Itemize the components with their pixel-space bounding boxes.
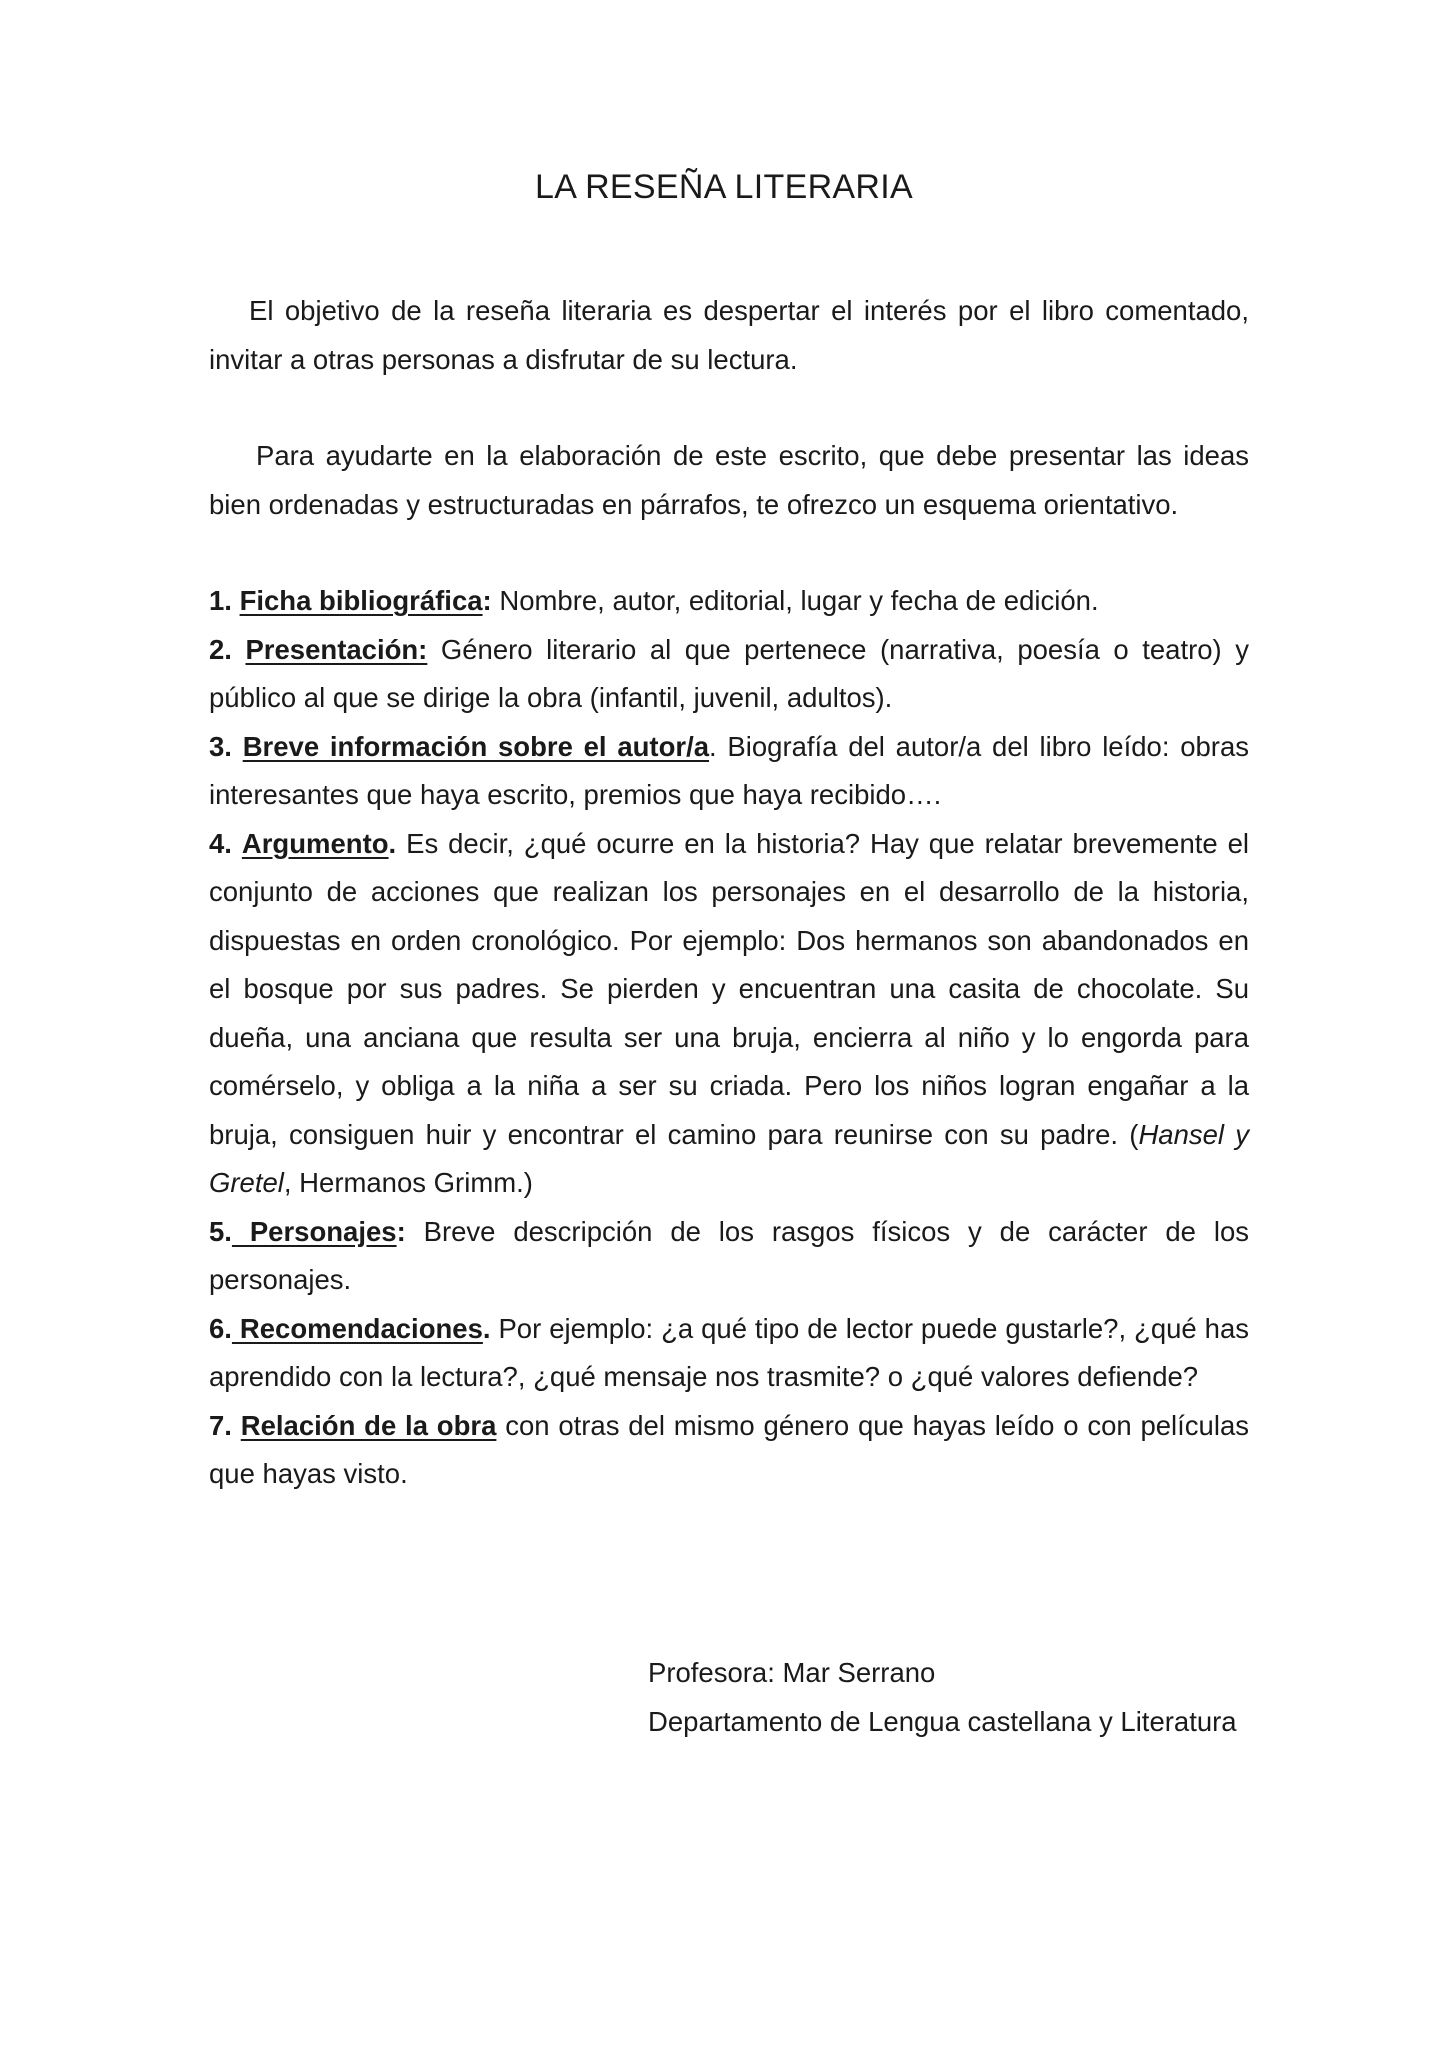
item-number: 1. xyxy=(209,585,232,616)
item-number: 7. xyxy=(209,1409,232,1441)
signature-department: Departamento de Lengua castellana y Literatura xyxy=(648,1705,1237,1737)
signature-block xyxy=(648,1649,1237,1746)
list-item xyxy=(209,1402,1249,1499)
item-number: 3. xyxy=(209,730,232,762)
item-punctuation: : xyxy=(396,1215,406,1247)
intro-paragraph-1: El objetivo de la reseña literaria es despertar el interés por el libro comentado, invitar a otras personas a disfrutar de su lectura. xyxy=(209,295,1249,375)
item-text: Por ejemplo: ¿a qué tipo de lector puede gustarle?, ¿qué has aprendido con la lectura?, ¿qué mensaje nos trasmite? o ¿qué valores defiende? xyxy=(209,1312,1249,1392)
item-number: 5. xyxy=(209,1215,232,1247)
signature-teacher: Profesora: Mar Serrano xyxy=(648,1657,936,1688)
item-term: Relación de la obra xyxy=(240,1409,497,1441)
list-item xyxy=(209,723,1249,820)
item-text: Breve descripción de los rasgos físicos y de carácter de los personajes. xyxy=(209,1215,1249,1295)
item-term: Argumento xyxy=(241,827,389,859)
list-item xyxy=(209,577,1249,626)
list-item xyxy=(209,626,1249,723)
item-punctuation: . xyxy=(482,1312,491,1344)
item-punctuation: : xyxy=(482,585,492,616)
item-italic-title: Hansel y Gretel xyxy=(209,1118,1249,1198)
item-punctuation: . xyxy=(388,827,397,859)
item-term: Presentación: xyxy=(245,633,428,665)
item-number: 2. xyxy=(209,633,232,665)
list-item xyxy=(209,1305,1249,1402)
item-term: Breve información sobre el autor/a xyxy=(242,730,710,762)
page-title: LA RESEÑA LITERARIA xyxy=(535,168,913,206)
item-text: . Biografía del autor/a del libro leído: obras interesantes que haya escrito, premios que haya recibido…. xyxy=(209,730,1250,810)
intro-paragraph-2: Para ayudarte en la elaboración de este escrito, que debe presentar las ideas bien ordenadas y estructuradas en párrafos, te ofrezco un esquema orientativo. xyxy=(209,440,1249,520)
item-text: con otras del mismo género que hayas leído o con películas que hayas visto. xyxy=(209,1409,1250,1489)
outline-list xyxy=(209,577,1249,1499)
list-item xyxy=(209,820,1249,1208)
item-term: Recomendaciones xyxy=(231,1312,483,1344)
item-number: 4. xyxy=(209,827,232,859)
item-text: Es decir, ¿qué ocurre en la historia? Hay que relatar brevemente el conjunto de acciones que realizan los personajes en el desarrollo de la historia, dispuestas en orden cronológico. Por ejemplo: Dos hermanos son abandonados en el bosque por sus padres. Se pierden y encuentran una casita de chocolate. Su dueña, una anciana que resulta ser una bruja, encierra al niño y lo engorda para comérselo, y obliga a la niña a ser su criada. Pero los niños logran engañar a la bruja, consiguen huir y encontrar el camino para reunirse con su padre. ( xyxy=(209,827,1250,1150)
item-text: Nombre, autor, editorial, lugar y fecha de edición. xyxy=(491,585,1099,616)
item-number: 6. xyxy=(209,1312,232,1344)
list-item xyxy=(209,1208,1249,1305)
item-term: Personajes xyxy=(231,1215,397,1247)
item-text: Género literario al que pertenece (narrativa, poesía o teatro) y público al que se dirige la obra (infantil, juvenil, adultos). xyxy=(209,633,1249,713)
item-term: Ficha bibliográfica xyxy=(239,585,483,616)
item-text-after: , Hermanos Grimm.) xyxy=(283,1167,533,1198)
